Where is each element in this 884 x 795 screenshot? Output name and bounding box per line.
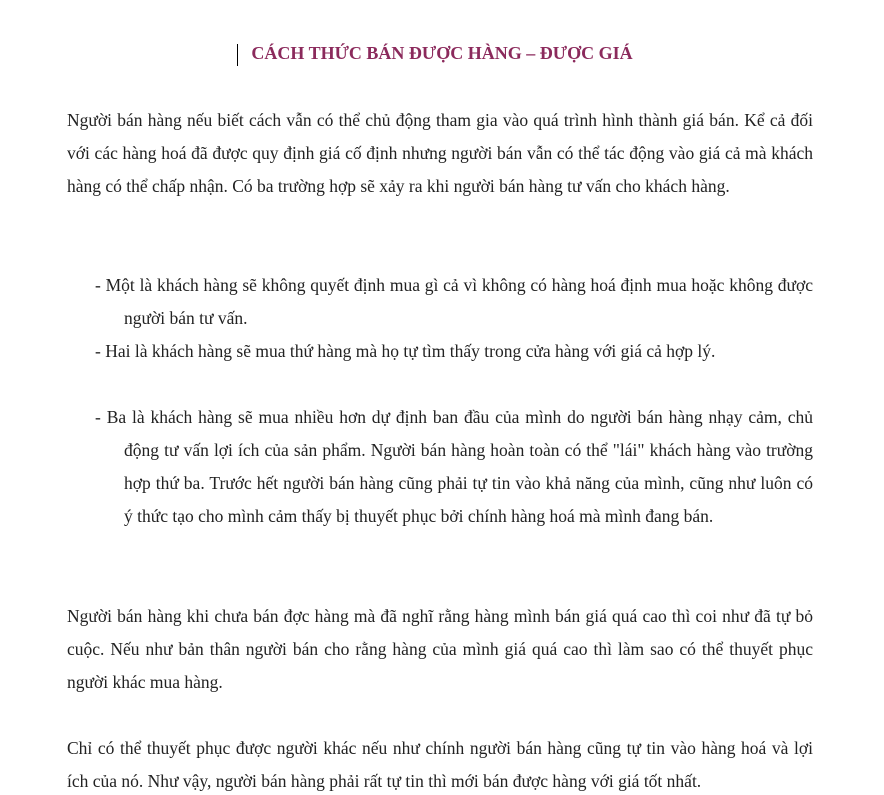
- paragraph-intro: Người bán hàng nếu biết cách vẫn có thể chủ động tham gia vào quá trình hình thành giá bán. Kể cả đối với các hàng hoá đã được quy định giá cố định nhưng người bán vẫn có thể tác động vào giá cả mà khách hàng có thể chấp nhận. Có ba trường hợp sẽ xảy ra khi người bán hàng tư vấn cho khách hàng.: [67, 110, 813, 196]
- paragraph-second: Người bán hàng khi chưa bán đợc hàng mà đã nghĩ rằng hàng mình bán giá quá cao thì coi như đã tự bỏ cuộc. Nếu như bản thân người bán cho rằng hàng của mình giá quá cao thì làm sao có thể thuyết phục người khác mua hàng.: [67, 606, 813, 692]
- document-title: CÁCH THỨC BÁN ĐƯỢC HÀNG – ĐƯỢC GIÁ: [251, 43, 633, 63]
- bullet-item-1: - Một là khách hàng sẽ không quyết định mua gì cả vì không có hàng hoá định mua hoặc không được người bán tư vấn.: [95, 275, 813, 328]
- bullet-item-3: - Ba là khách hàng sẽ mua nhiều hơn dự định ban đầu của mình do người bán hàng nhạy cảm, chủ động tư vấn lợi ích của sản phẩm. Người bán hàng hoàn toàn có thể "lái" khách hàng vào trường hợp thứ ba. Trước hết người bán hàng cũng phải tự tin vào khả năng của mình, cũng như luôn có ý thức tạo cho mình cảm thấy bị thuyết phục bởi chính hàng hoá mà mình đang bán.: [95, 407, 813, 526]
- paragraph-third: Chỉ có thể thuyết phục được người khác nếu như chính người bán hàng cũng tự tin vào hàng hoá và lợi ích của nó. Như vậy, người bán hàng phải rất tự tin thì mới bán được hàng với giá tốt nhất.: [67, 738, 813, 791]
- bullet-item-2: - Hai là khách hàng sẽ mua thứ hàng mà họ tự tìm thấy trong cửa hàng với giá cả hợp lý.: [95, 341, 716, 361]
